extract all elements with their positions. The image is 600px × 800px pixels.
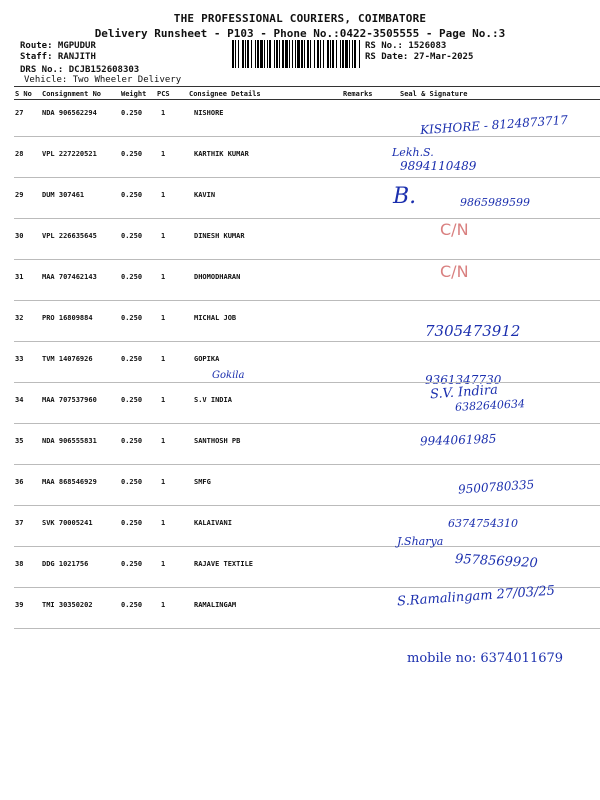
handwritten-consignee-note: Gokila xyxy=(212,370,245,381)
row-consignment-no: DUM 307461 xyxy=(42,191,85,199)
row-consignment-no: VPL 227220521 xyxy=(42,150,97,158)
row-weight: 0.250 xyxy=(121,355,143,363)
row-consignment-no: MAA 707537960 xyxy=(42,396,97,404)
row-separator xyxy=(14,177,600,178)
row-consignee: KARTHIK KUMAR xyxy=(194,150,249,158)
row-separator xyxy=(14,259,600,260)
vehicle-label: Vehicle: Two Wheeler Delivery xyxy=(24,75,182,85)
table-row xyxy=(0,141,600,182)
row-weight: 0.250 xyxy=(121,560,143,568)
table-row xyxy=(0,182,600,223)
row-weight: 0.250 xyxy=(121,109,143,117)
row-separator xyxy=(14,546,600,547)
table-row xyxy=(0,346,600,387)
row-weight: 0.250 xyxy=(121,273,143,281)
row-consignment-no: DDG 1021756 xyxy=(42,560,89,568)
row-separator xyxy=(14,628,600,629)
table-row xyxy=(0,469,600,510)
row-weight: 0.250 xyxy=(121,191,143,199)
handwritten-signature: C/N xyxy=(440,220,469,239)
row-pcs: 1 xyxy=(161,150,166,158)
row-consignee: GOPIKA xyxy=(194,355,220,363)
table-row xyxy=(0,382,600,428)
row-separator xyxy=(14,341,600,342)
table-row xyxy=(0,264,600,305)
row-consignment-no: MAA 707462143 xyxy=(42,273,97,281)
row-separator xyxy=(14,218,600,219)
row-weight: 0.250 xyxy=(121,478,143,486)
row-pcs: 1 xyxy=(161,560,166,568)
table-row xyxy=(0,428,600,469)
col-signature: Seal & Signature xyxy=(400,90,468,98)
row-weight: 0.250 xyxy=(121,601,143,609)
handwritten-phone: 9865989599 xyxy=(460,196,530,209)
drs-number: DRS No.: DCJB152608303 xyxy=(20,65,140,75)
row-weight: 0.250 xyxy=(121,314,143,322)
row-consignee: RAMALINGAM xyxy=(194,601,237,609)
col-weight: Weight xyxy=(121,90,147,98)
handwritten-signature: 6374754310 xyxy=(448,517,518,530)
row-sno: 35 xyxy=(15,437,24,445)
handwritten-signature: KISHORE - 8124873717 xyxy=(419,112,569,138)
row-weight: 0.250 xyxy=(121,519,143,527)
handwritten-phone: 6382640634 xyxy=(454,397,526,414)
row-consignment-no: NDA 906562294 xyxy=(42,109,97,117)
handwritten-signature: 7305473912 xyxy=(425,322,521,340)
row-consignment-no: SVK 70005241 xyxy=(42,519,93,527)
row-sno: 33 xyxy=(15,355,24,363)
handwritten-signature: C/N xyxy=(440,262,469,281)
row-consignee: KALAIVANI xyxy=(194,519,232,527)
staff-label: Staff: RANJITH xyxy=(20,52,96,62)
row-pcs: 1 xyxy=(161,109,166,117)
row-weight: 0.250 xyxy=(121,150,143,158)
row-consignment-no: VPL 226635645 xyxy=(42,232,97,240)
rs-number: RS No.: 1526083 xyxy=(365,41,447,51)
header-top-rule xyxy=(14,86,600,87)
row-separator xyxy=(14,423,600,424)
handwritten-signature: Lekh.S. xyxy=(392,146,434,159)
row-pcs: 1 xyxy=(161,314,166,322)
row-sno: 37 xyxy=(15,519,24,527)
row-sno: 39 xyxy=(15,601,24,609)
table-row xyxy=(0,220,600,264)
row-consignee: RAJAVE TEXTILE xyxy=(194,560,254,568)
row-consignee: MICHAL JOB xyxy=(194,314,237,322)
row-separator xyxy=(14,464,600,465)
barcode-icon xyxy=(232,40,360,68)
handwritten-signature: 9500780335 xyxy=(457,477,535,497)
row-weight: 0.250 xyxy=(121,232,143,240)
col-consignee: Consignee Details xyxy=(189,90,261,98)
row-pcs: 1 xyxy=(161,519,166,527)
row-consignee: DHOMODHARAN xyxy=(194,273,241,281)
row-sno: 27 xyxy=(15,109,24,117)
row-consignment-no: PRO 16809884 xyxy=(42,314,93,322)
row-consignment-no: TVM 14076926 xyxy=(42,355,93,363)
row-consignment-no: MAA 868546929 xyxy=(42,478,97,486)
row-pcs: 1 xyxy=(161,273,166,281)
col-pcs: PCS xyxy=(157,90,170,98)
table-row xyxy=(0,100,600,141)
row-sno: 36 xyxy=(15,478,24,486)
row-separator xyxy=(14,505,600,506)
handwritten-phone: 9894110489 xyxy=(400,159,477,173)
row-sno: 31 xyxy=(15,273,24,281)
row-consignee: KAVIN xyxy=(194,191,216,199)
handwritten-signature: 9944061985 xyxy=(419,431,497,449)
table-row xyxy=(0,583,600,633)
handwritten-signature: J.Sharya xyxy=(397,535,444,548)
row-separator xyxy=(14,382,600,383)
handwritten-signature: B. xyxy=(393,184,417,209)
handwritten-phone: 9578569920 xyxy=(454,551,539,572)
row-sno: 28 xyxy=(15,150,24,158)
handwritten-signature: S.V. Indira xyxy=(429,382,499,403)
row-pcs: 1 xyxy=(161,437,166,445)
document-title: THE PROFESSIONAL COURIERS, COIMBATORE xyxy=(173,12,427,25)
footer-mobile-note: mobile no: 6374011679 xyxy=(407,651,564,666)
row-consignment-no: TMI 30350202 xyxy=(42,601,93,609)
row-pcs: 1 xyxy=(161,478,166,486)
col-consignment: Consignment No xyxy=(42,90,102,98)
row-consignee: SMFG xyxy=(194,478,211,486)
row-consignee: DINESH KUMAR xyxy=(194,232,245,240)
row-pcs: 1 xyxy=(161,355,166,363)
row-sno: 34 xyxy=(15,396,24,404)
row-pcs: 1 xyxy=(161,601,166,609)
route-label: Route: MGPUDUR xyxy=(20,41,96,51)
row-sno: 38 xyxy=(15,560,24,568)
row-consignee: NISHORE xyxy=(194,109,224,117)
row-consignment-no: NDA 906555831 xyxy=(42,437,97,445)
table-row xyxy=(0,510,600,551)
row-pcs: 1 xyxy=(161,396,166,404)
row-sno: 29 xyxy=(15,191,24,199)
row-sno: 30 xyxy=(15,232,24,240)
row-pcs: 1 xyxy=(161,232,166,240)
row-pcs: 1 xyxy=(161,191,166,199)
handwritten-signature: S.Ramalingam 27/03/25 xyxy=(396,583,556,610)
row-separator xyxy=(14,136,600,137)
document-subtitle: Delivery Runsheet - P103 - Phone No.:0422-3505555 - Page No.:3 xyxy=(94,27,506,40)
row-separator xyxy=(14,300,600,301)
col-remarks: Remarks xyxy=(343,90,373,98)
rs-date: RS Date: 27-Mar-2025 xyxy=(365,52,474,62)
table-row xyxy=(0,305,600,346)
row-consignee: SANTHOSH PB xyxy=(194,437,241,445)
col-sno: S No xyxy=(15,90,32,98)
row-sno: 32 xyxy=(15,314,24,322)
row-weight: 0.250 xyxy=(121,396,143,404)
row-consignee: S.V INDIA xyxy=(194,396,232,404)
handwritten-signature: 9361347730 xyxy=(425,373,502,387)
row-weight: 0.250 xyxy=(121,437,143,445)
